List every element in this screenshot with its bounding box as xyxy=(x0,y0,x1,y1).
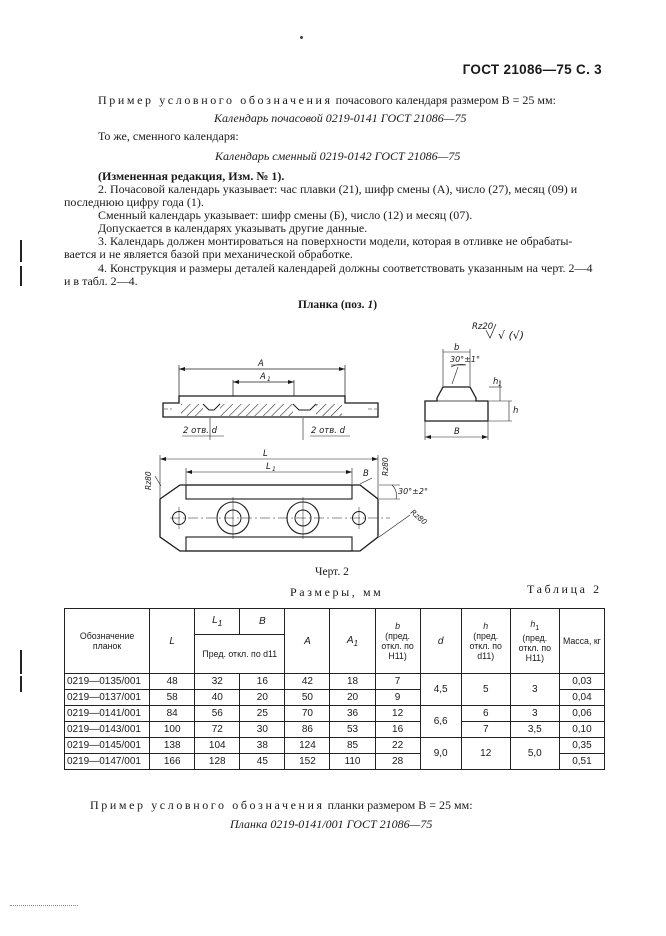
cell-b: 12 xyxy=(375,706,420,722)
cell-designation: 0219—0141/001 xyxy=(65,706,150,722)
example1-line xyxy=(98,94,556,107)
revision-note: (Измененная редакция, Изм. № 1). xyxy=(98,169,285,183)
cell-A1: 18 xyxy=(330,674,375,690)
dimensions-table xyxy=(64,608,605,770)
cell-designation: 0219—0145/001 xyxy=(65,738,150,754)
scan-speck xyxy=(300,36,303,39)
cell-h: 6 xyxy=(461,706,510,722)
cell-A1: 53 xyxy=(330,722,375,738)
label-A: A xyxy=(258,359,264,369)
cell-L: 48 xyxy=(150,674,195,690)
cell-h1: 5,0 xyxy=(510,738,559,770)
change-bar xyxy=(20,266,22,286)
cell-A: 70 xyxy=(285,706,330,722)
header-A1-text: A xyxy=(346,634,354,646)
cell-h: 7 xyxy=(461,722,510,738)
cell-designation: 0219—0143/001 xyxy=(65,722,150,738)
same-line: То же, сменного календаря: xyxy=(98,129,239,143)
label-L: L xyxy=(263,449,268,459)
cell-B: 20 xyxy=(240,690,285,706)
example1-label: Пример условного обозначения xyxy=(98,93,333,107)
header-A1 xyxy=(330,609,375,674)
cell-mass: 0,04 xyxy=(559,690,604,706)
cell-L1: 128 xyxy=(195,754,240,770)
cell-b: 9 xyxy=(375,690,420,706)
table-row xyxy=(65,722,605,738)
label-angle-plan: 30°±2° xyxy=(398,487,428,496)
label-A1: A xyxy=(260,372,266,382)
paragraph-5b: вается и не является базой при механической обработке. xyxy=(64,247,353,261)
header-L1 xyxy=(195,609,240,635)
label-B-plan: B xyxy=(363,469,369,479)
paragraph-2b: последнюю цифру года (1). xyxy=(64,195,204,209)
header-b-tol: (пред. откл. по H11) xyxy=(381,631,414,661)
cell-A1: 110 xyxy=(330,754,375,770)
header-h1-sub: 1 xyxy=(535,622,540,632)
paragraph-5a: 3. Календарь должен монтироваться на поверхности модели, которая в отливке не обрабаты- xyxy=(98,234,573,248)
header-h1-tol: (пред. откл. по H11) xyxy=(518,632,551,663)
label-b: b xyxy=(454,343,460,353)
cell-b: 28 xyxy=(375,754,420,770)
header-h1 xyxy=(510,609,559,674)
label-L1: L xyxy=(266,462,271,472)
header-designation: Обозначение планок xyxy=(65,609,150,674)
cell-A1: 36 xyxy=(330,706,375,722)
drawing-title-pos: 1 xyxy=(367,299,374,311)
cell-A: 152 xyxy=(285,754,330,770)
cell-A: 42 xyxy=(285,674,330,690)
label-rz20: Rz20 xyxy=(472,322,494,332)
table-subtitle: Размеры, мм xyxy=(290,585,384,599)
paragraph-6a: 4. Конструкция и размеры деталей календарей должны соответствовать указанным на черт. 2—4 xyxy=(98,261,593,275)
label-h1-sub: 1 xyxy=(498,381,502,388)
example-plank-designation: Планка 0219-0141/001 ГОСТ 21086—75 xyxy=(230,817,433,831)
change-bar xyxy=(20,650,22,674)
label-h: h xyxy=(513,406,519,416)
label-holes-right: 2 отв. d xyxy=(311,426,346,436)
drawing-caption: Черт. 2 xyxy=(315,566,349,578)
cell-A1: 85 xyxy=(330,738,375,754)
header-tol-LB: Пред. откл. по d11 xyxy=(195,635,285,674)
label-rz80-left: Rz80 xyxy=(144,471,153,490)
header-A1-sub: 1 xyxy=(353,637,359,648)
label-roughness-check: √ (√) xyxy=(498,329,525,342)
paragraph-3: Сменный календарь указывает: шифр смены (Б), число (12) и месяц (07). xyxy=(98,208,473,222)
cell-d: 9,0 xyxy=(420,738,461,770)
cell-B: 38 xyxy=(240,738,285,754)
cell-b: 16 xyxy=(375,722,420,738)
table-row xyxy=(65,674,605,690)
cell-mass: 0,35 xyxy=(559,738,604,754)
cell-L: 166 xyxy=(150,754,195,770)
cell-h1: 3 xyxy=(510,674,559,706)
header-L1-text: L xyxy=(212,615,218,627)
header-h-text: h xyxy=(483,621,489,631)
cell-designation: 0219—0135/001 xyxy=(65,674,150,690)
example-plank-rest: планки размером B = 25 мм: xyxy=(327,798,473,812)
change-bar xyxy=(20,240,22,262)
cell-d: 6,6 xyxy=(420,706,461,738)
drawing-title-text: Планка (поз. xyxy=(298,299,368,311)
header-h-tol: (пред. откл. по d11) xyxy=(469,631,502,661)
header-b xyxy=(375,609,420,674)
header-h1-text: h xyxy=(530,619,536,630)
label-A1-sub: 1 xyxy=(267,376,271,383)
header-L: L xyxy=(150,609,195,674)
header-b-text: b xyxy=(395,621,401,631)
label-rz80-diag: Rz80 xyxy=(408,507,429,527)
example1-designation: Календарь почасовой 0219-0141 ГОСТ 21086—75 xyxy=(214,111,467,125)
label-L1-sub: 1 xyxy=(272,466,276,473)
header-B: B xyxy=(240,609,285,635)
cell-h: 5 xyxy=(461,674,510,706)
example-plank-line xyxy=(90,799,473,812)
paragraph-2a: 2. Почасовой календарь указывает: час плавки (21), шифр смены (А), число (27), месяц (09) и xyxy=(98,182,578,196)
table-row xyxy=(65,706,605,722)
cell-A: 50 xyxy=(285,690,330,706)
cell-L: 100 xyxy=(150,722,195,738)
cell-L1: 56 xyxy=(195,706,240,722)
cell-A1: 20 xyxy=(330,690,375,706)
table-label: Таблица 2 xyxy=(527,582,602,596)
cell-mass: 0,03 xyxy=(559,674,604,690)
paragraph-6b: и в табл. 2—4. xyxy=(64,274,138,288)
cell-designation: 0219—0147/001 xyxy=(65,754,150,770)
label-h1: h xyxy=(493,377,499,387)
header-h xyxy=(461,609,510,674)
cell-B: 16 xyxy=(240,674,285,690)
table-row xyxy=(65,738,605,754)
cell-h: 12 xyxy=(461,738,510,770)
header-d: d xyxy=(420,609,461,674)
header-mass: Масса, кг xyxy=(559,609,604,674)
cell-mass: 0,10 xyxy=(559,722,604,738)
cell-L: 138 xyxy=(150,738,195,754)
cell-B: 45 xyxy=(240,754,285,770)
standard-header: ГОСТ 21086—75 С. 3 xyxy=(462,62,602,77)
label-rz80-top: Rz80 xyxy=(381,457,390,476)
cell-h1: 3,5 xyxy=(510,722,559,738)
paragraph-4: Допускается в календарях указывать другие данные. xyxy=(98,221,368,235)
header-L1-sub: 1 xyxy=(217,618,223,629)
example1-rest: почасового календаря размером B = 25 мм: xyxy=(335,93,556,107)
header-A: A xyxy=(285,609,330,674)
cell-L1: 104 xyxy=(195,738,240,754)
cell-b: 7 xyxy=(375,674,420,690)
plan-view xyxy=(155,455,410,551)
cell-designation: 0219—0137/001 xyxy=(65,690,150,706)
cell-mass: 0,06 xyxy=(559,706,604,722)
cell-L: 58 xyxy=(150,690,195,706)
cell-B: 30 xyxy=(240,722,285,738)
label-holes-left: 2 отв. d xyxy=(183,426,218,436)
label-B-side: B xyxy=(454,427,460,437)
cell-L1: 72 xyxy=(195,722,240,738)
table-header-row xyxy=(65,609,605,635)
cell-L1: 40 xyxy=(195,690,240,706)
cell-A: 124 xyxy=(285,738,330,754)
cell-A: 86 xyxy=(285,722,330,738)
example2-designation: Календарь сменный 0219-0142 ГОСТ 21086—75 xyxy=(215,149,461,163)
cell-b: 22 xyxy=(375,738,420,754)
plank-drawing xyxy=(0,310,666,580)
drawing-title-close: ) xyxy=(373,299,378,311)
cell-d: 4,5 xyxy=(420,674,461,706)
cell-mass: 0,51 xyxy=(559,754,604,770)
change-bar xyxy=(20,676,22,692)
label-angle-top: 30°±1° xyxy=(450,355,480,364)
example-plank-label: Пример условного обозначения xyxy=(90,798,325,812)
scan-smudge xyxy=(10,905,78,907)
cell-B: 25 xyxy=(240,706,285,722)
cell-h1: 3 xyxy=(510,706,559,722)
cell-L: 84 xyxy=(150,706,195,722)
cell-L1: 32 xyxy=(195,674,240,690)
